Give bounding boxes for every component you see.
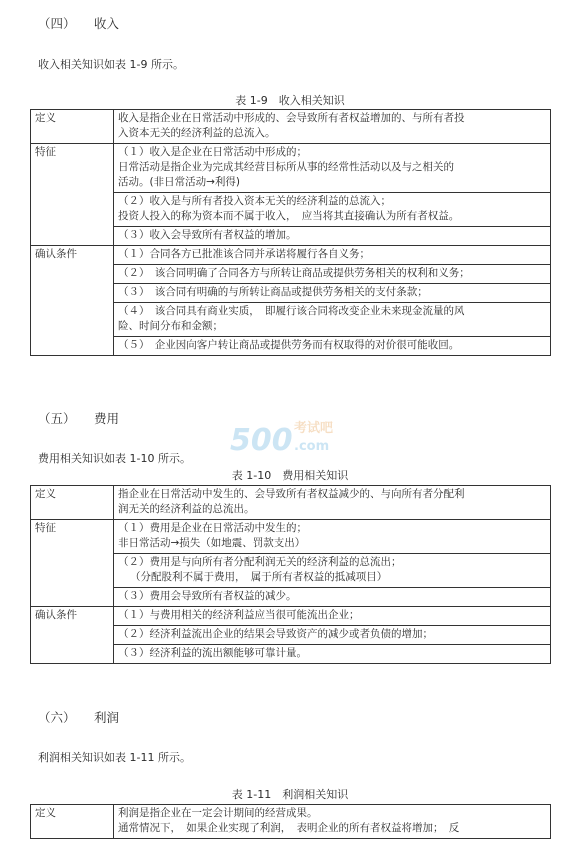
row-content: [114, 284, 551, 303]
watermark-logo: [228, 412, 358, 458]
intro-text-profit: 利润相关知识如表 1-11 所示。: [38, 751, 191, 764]
row-content: [114, 193, 551, 227]
content-line: （１）费用是企业在日常活动中发生的；: [118, 522, 307, 534]
table-row: [31, 805, 551, 839]
row-label: 确认条件: [31, 246, 114, 356]
watermark-text: 考试吧: [294, 421, 334, 436]
content-line: （５） 企业因向客户转让商品或提供劳务而有权取得的对价很可能收回。: [118, 339, 460, 351]
content-line: （３）收入会导致所有者权益的增加。: [118, 229, 297, 241]
table-row: [31, 607, 551, 626]
table-row: [31, 486, 551, 520]
row-content: [114, 144, 551, 193]
content-line: （２） 该合同明确了合同各方与所转让商品或提供劳务相关的权利和义务；: [118, 267, 470, 279]
row-label: 定义: [31, 486, 114, 520]
section-heading-income: [38, 14, 119, 32]
row-content: [114, 607, 551, 626]
section-number: （四）: [38, 16, 76, 31]
row-content: [114, 303, 551, 337]
row-label: 定义: [31, 805, 114, 839]
table-caption-expense: 表 1-10 费用相关知识: [231, 469, 349, 482]
content-line: 利润是指企业在一定会计期间的经营成果。: [118, 807, 318, 819]
content-line: （２）收入是与所有者投入资本无关的经济利益的总流入；: [118, 195, 391, 207]
content-line: 指企业在日常活动中发生的、会导致所有者权益减少的、与向所有者分配利: [118, 488, 465, 500]
row-content: [114, 645, 551, 664]
row-label: 特征: [31, 144, 114, 246]
content-line: 日常活动是指企业为完成其经营目标所从事的经常性活动以及与之相关的: [118, 161, 454, 173]
content-line: （４） 该合同具有商业实质， 即履行该合同将改变企业未来现金流量的风: [118, 305, 465, 317]
row-content: [114, 486, 551, 520]
section-heading-expense: [38, 409, 119, 427]
section-title: 收入: [94, 16, 120, 31]
content-line: 通常情况下， 如果企业实现了利润， 表明企业的所有者权益将增加； 反: [118, 822, 460, 834]
row-content: [114, 110, 551, 144]
row-content: [114, 554, 551, 588]
row-content: [114, 588, 551, 607]
row-label: 定义: [31, 110, 114, 144]
row-label: 确认条件: [31, 607, 114, 664]
intro-text-expense: 费用相关知识如表 1-10 所示。: [38, 452, 191, 465]
row-content: [114, 246, 551, 265]
content-line: 险、时间分布和金额；: [118, 320, 223, 332]
table-row: [31, 246, 551, 265]
content-line: 收入是指企业在日常活动中形成的、会导致所有者权益增加的、与所有者投: [118, 112, 465, 124]
content-line: （３）经济利益的流出额能够可靠计量。: [118, 647, 307, 659]
section-title: 利润: [94, 710, 120, 725]
watermark-domain: .com: [294, 439, 330, 454]
expense-table: [30, 485, 551, 664]
table-row: [31, 520, 551, 554]
section-heading-profit: [38, 708, 119, 726]
table-caption-income: 表 1-9 收入相关知识: [235, 94, 345, 107]
row-content: [114, 337, 551, 356]
content-line: （１）收入是企业在日常活动中形成的；: [118, 146, 307, 158]
profit-table: [30, 804, 551, 839]
content-line: （１）合同各方已批准该合同并承诺将履行各自义务；: [118, 248, 370, 260]
income-table: [30, 109, 551, 356]
content-line: （２）费用是与向所有者分配利润无关的经济利益的总流出；: [118, 556, 402, 568]
table-row: [31, 144, 551, 193]
row-content: [114, 265, 551, 284]
table-row: [31, 110, 551, 144]
content-line: 投资人投入的称为资本而不属于收入， 应当将其直接确认为所有者权益。: [118, 210, 460, 222]
row-content: [114, 626, 551, 645]
content-line: （分配股利不属于费用， 属于所有者权益的抵减项目）: [130, 571, 388, 583]
row-content: [114, 520, 551, 554]
watermark-number: 500: [230, 423, 293, 458]
section-number: （六）: [38, 710, 76, 725]
content-line: 润无关的经济利益的总流出。: [118, 503, 255, 515]
table-caption-profit: 表 1-11 利润相关知识: [231, 788, 349, 801]
section-title: 费用: [94, 411, 120, 426]
content-line: 非日常活动→损失（如地震、罚款支出）: [118, 537, 306, 549]
content-line: 活动。(非日常活动→利得): [118, 176, 240, 188]
row-content: [114, 227, 551, 246]
content-line: 入资本无关的经济利益的总流入。: [118, 127, 276, 139]
content-line: （２）经济利益流出企业的结果会导致资产的减少或者负债的增加；: [118, 628, 433, 640]
content-line: （１）与费用相关的经济利益应当很可能流出企业；: [118, 609, 360, 621]
intro-text-income: 收入相关知识如表 1-9 所示。: [38, 58, 184, 71]
row-label: 特征: [31, 520, 114, 607]
section-number: （五）: [38, 411, 76, 426]
content-line: （３） 该合同有明确的与所转让商品或提供劳务相关的支付条款；: [118, 286, 428, 298]
row-content: [114, 805, 551, 839]
content-line: （３）费用会导致所有者权益的减少。: [118, 590, 297, 602]
